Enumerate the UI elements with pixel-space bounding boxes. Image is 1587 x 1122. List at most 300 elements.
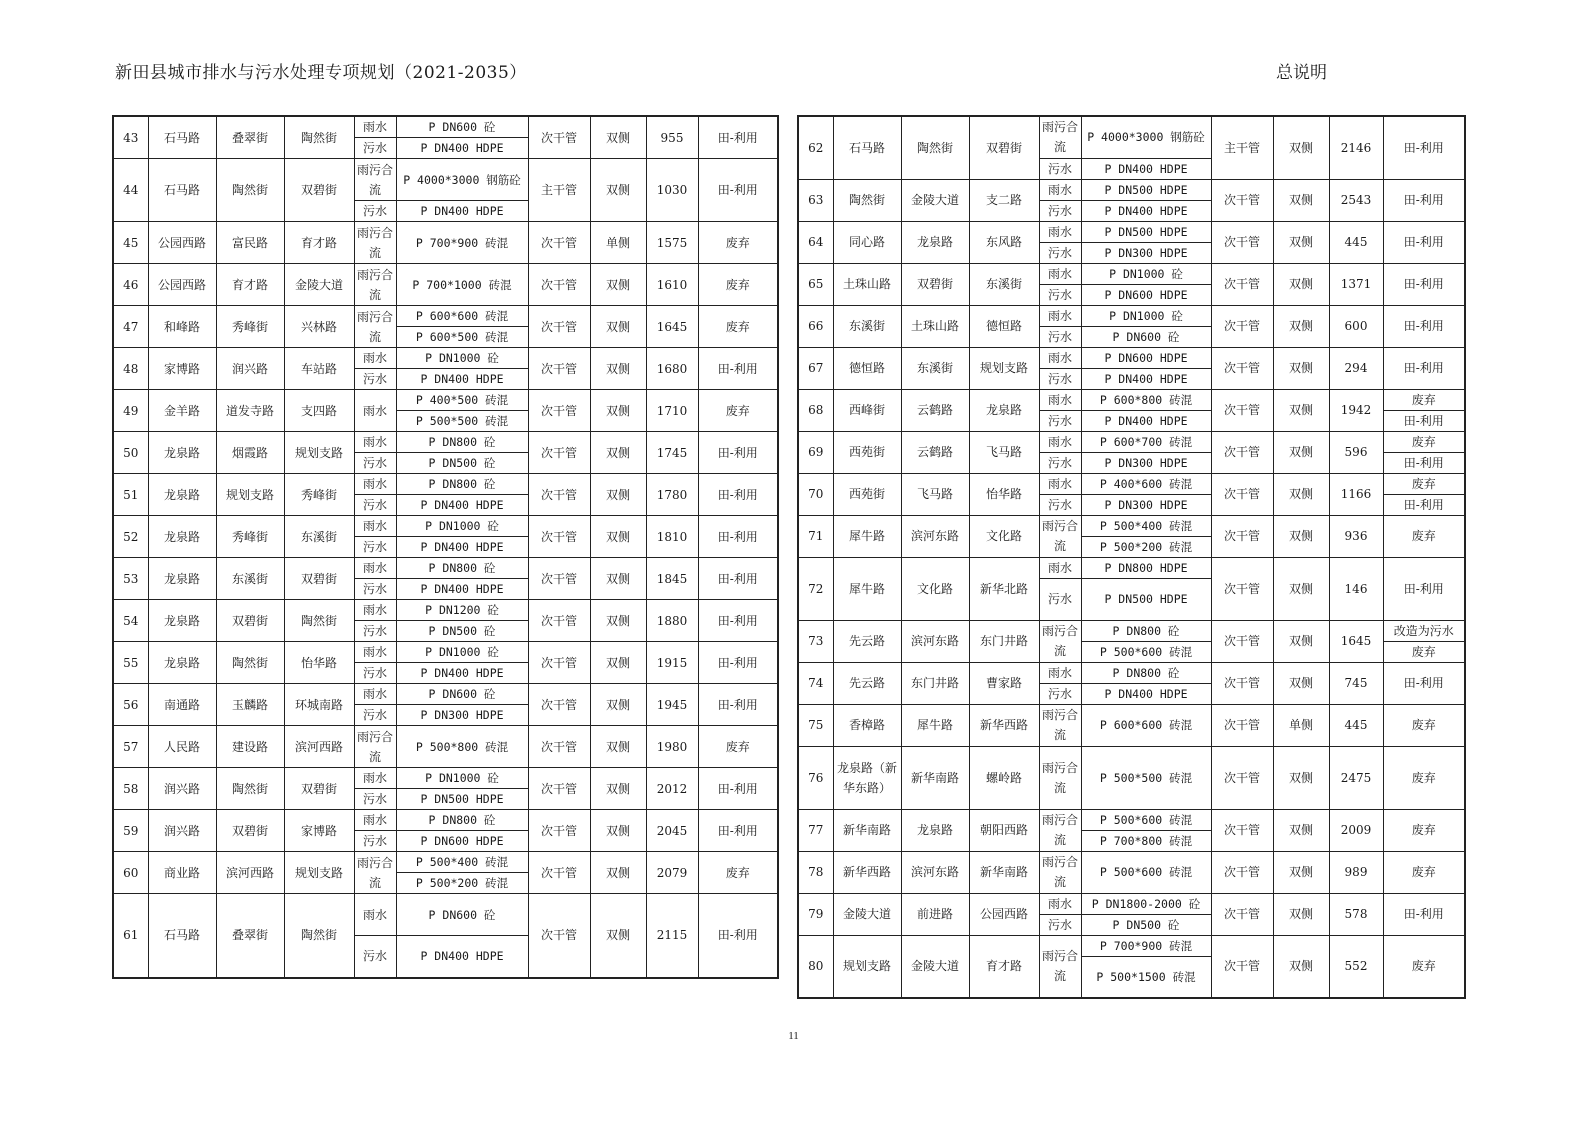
row-number: 73 [798, 620, 833, 662]
row-number: 80 [798, 935, 833, 998]
pipe-grade: 次干管 [528, 894, 590, 978]
pipe-grade: 次干管 [528, 642, 590, 684]
start-point: 金陵大道 [901, 179, 969, 221]
pipe-type: 污水 [1039, 578, 1081, 620]
pipe-length: 1780 [646, 474, 698, 516]
table-row [798, 221, 1465, 242]
layout-side: 双侧 [590, 306, 646, 348]
pipe-grade: 次干管 [1211, 662, 1273, 704]
pipe-spec: P DN400 HDPE [1081, 158, 1211, 179]
end-point: 新华西路 [969, 704, 1039, 746]
layout-side: 双侧 [1273, 620, 1329, 662]
pipe-spec: P 4000*3000 钢筋砼 [1081, 116, 1211, 158]
pipe-spec: P 500*200 砖混 [1081, 536, 1211, 557]
start-point: 陶然街 [216, 159, 284, 222]
layout-side: 双侧 [590, 558, 646, 600]
disposal-status: 田-利用 [1383, 410, 1465, 431]
disposal-status: 废弃 [1383, 641, 1465, 662]
row-number: 55 [113, 642, 148, 684]
disposal-status: 田-利用 [1383, 305, 1465, 347]
pipe-spec: P DN800 砼 [396, 474, 528, 495]
layout-side: 双侧 [1273, 221, 1329, 263]
start-point: 陶然街 [216, 642, 284, 684]
pipe-type: 雨水 [354, 348, 396, 369]
end-point: 龙泉路 [969, 389, 1039, 431]
road-name: 商业路 [148, 852, 216, 894]
pipe-type: 污水 [1039, 368, 1081, 389]
pipe-type: 污水 [354, 936, 396, 978]
row-number: 44 [113, 159, 148, 222]
end-point: 育才路 [284, 222, 354, 264]
start-point: 龙泉路 [901, 221, 969, 263]
pipe-spec: P DN400 HDPE [396, 201, 528, 222]
pipe-length: 955 [646, 116, 698, 159]
pipe-length: 1166 [1329, 473, 1383, 515]
start-point: 前进路 [901, 893, 969, 935]
row-number: 61 [113, 894, 148, 978]
disposal-status: 田-利用 [698, 894, 778, 978]
pipe-type: 污水 [1039, 410, 1081, 431]
end-point: 东溪街 [284, 516, 354, 558]
pipe-type: 污水 [354, 789, 396, 810]
table-row [798, 305, 1465, 326]
layout-side: 双侧 [1273, 179, 1329, 221]
row-number: 70 [798, 473, 833, 515]
table-row [113, 116, 778, 138]
pipe-grade: 次干管 [528, 222, 590, 264]
pipe-type: 雨水 [1039, 473, 1081, 494]
pipe-type: 雨水 [354, 684, 396, 705]
table-row [113, 516, 778, 537]
road-name: 犀牛路 [833, 557, 901, 620]
road-name: 龙泉路 [148, 558, 216, 600]
pipe-length: 1575 [646, 222, 698, 264]
disposal-status: 废弃 [698, 726, 778, 768]
road-name: 龙泉路 [148, 516, 216, 558]
table-row [113, 558, 778, 579]
pipe-spec: P DN1000 砼 [1081, 263, 1211, 284]
start-point: 育才路 [216, 264, 284, 306]
pipe-grade: 次干管 [1211, 809, 1273, 851]
row-number: 48 [113, 348, 148, 390]
pipe-grade: 次干管 [1211, 935, 1273, 998]
road-name: 同心路 [833, 221, 901, 263]
layout-side: 双侧 [1273, 431, 1329, 473]
row-number: 72 [798, 557, 833, 620]
row-number: 45 [113, 222, 148, 264]
pipe-type: 雨污合流 [1039, 515, 1081, 557]
layout-side: 双侧 [1273, 935, 1329, 998]
end-point: 陶然街 [284, 600, 354, 642]
pipe-type: 雨污合流 [354, 222, 396, 264]
road-name: 家博路 [148, 348, 216, 390]
disposal-status: 田-利用 [1383, 347, 1465, 389]
start-point: 文化路 [901, 557, 969, 620]
pipe-type: 雨污合流 [354, 726, 396, 768]
start-point: 土珠山路 [901, 305, 969, 347]
pipe-length: 146 [1329, 557, 1383, 620]
road-name: 德恒路 [833, 347, 901, 389]
pipe-spec: P 500*600 砖混 [1081, 851, 1211, 893]
row-number: 76 [798, 746, 833, 809]
disposal-status: 田-利用 [698, 116, 778, 159]
layout-side: 双侧 [1273, 389, 1329, 431]
pipe-length: 596 [1329, 431, 1383, 473]
end-point: 新华南路 [969, 851, 1039, 893]
disposal-status: 田-利用 [698, 159, 778, 222]
layout-side: 双侧 [590, 684, 646, 726]
pipe-type: 污水 [354, 453, 396, 474]
pipe-length: 294 [1329, 347, 1383, 389]
pipe-grade: 次干管 [528, 810, 590, 852]
end-point: 滨河西路 [284, 726, 354, 768]
pipe-type: 污水 [354, 138, 396, 159]
table-row [113, 348, 778, 369]
pipe-grade: 次干管 [528, 474, 590, 516]
page-number: 11 [788, 1030, 799, 1042]
road-name: 龙泉路 [148, 432, 216, 474]
pipe-grade: 次干管 [528, 726, 590, 768]
pipe-type: 雨水 [1039, 263, 1081, 284]
pipe-type: 污水 [1039, 158, 1081, 179]
pipe-spec: P DN1000 砼 [396, 348, 528, 369]
layout-side: 双侧 [1273, 893, 1329, 935]
disposal-status: 废弃 [698, 222, 778, 264]
disposal-status: 田-利用 [698, 810, 778, 852]
pipe-type: 雨污合流 [1039, 116, 1081, 158]
pipe-type: 雨水 [1039, 662, 1081, 683]
pipe-spec: P 700*1000 砖混 [396, 264, 528, 306]
pipe-spec: P 700*900 砖混 [1081, 935, 1211, 956]
start-point: 秀峰街 [216, 516, 284, 558]
disposal-status: 田-利用 [1383, 557, 1465, 620]
pipe-grade: 次干管 [528, 768, 590, 810]
disposal-status: 田-利用 [1383, 893, 1465, 935]
pipe-grade: 次干管 [1211, 557, 1273, 620]
pipe-length: 1710 [646, 390, 698, 432]
pipe-spec: P 600*500 砖混 [396, 327, 528, 348]
start-point: 滨河东路 [901, 620, 969, 662]
layout-side: 双侧 [590, 852, 646, 894]
road-name: 新华西路 [833, 851, 901, 893]
start-point: 规划支路 [216, 474, 284, 516]
row-number: 74 [798, 662, 833, 704]
end-point: 育才路 [969, 935, 1039, 998]
pipe-spec: P DN600 砼 [396, 684, 528, 705]
pipe-spec: P DN500 HDPE [1081, 221, 1211, 242]
pipe-spec: P 500*800 砖混 [396, 726, 528, 768]
pipe-spec: P 600*600 砖混 [396, 306, 528, 327]
road-name: 南通路 [148, 684, 216, 726]
road-name: 土珠山路 [833, 263, 901, 305]
pipe-spec: P 500*500 砖混 [1081, 746, 1211, 809]
road-name: 新华南路 [833, 809, 901, 851]
pipe-spec: P DN500 HDPE [1081, 179, 1211, 200]
pipe-length: 1942 [1329, 389, 1383, 431]
road-name: 人民路 [148, 726, 216, 768]
start-point: 新华南路 [901, 746, 969, 809]
disposal-status: 废弃 [698, 852, 778, 894]
table-row [113, 264, 778, 285]
table-row [798, 620, 1465, 641]
row-number: 64 [798, 221, 833, 263]
pipe-spec: P DN1000 砼 [1081, 305, 1211, 326]
start-point: 滨河西路 [216, 852, 284, 894]
pipe-spec: P DN600 HDPE [396, 831, 528, 852]
layout-side: 双侧 [590, 600, 646, 642]
disposal-status: 废弃 [1383, 515, 1465, 557]
pipe-spec: P DN500 HDPE [396, 789, 528, 810]
pipe-spec: P DN800 HDPE [1081, 557, 1211, 578]
pipe-type: 污水 [354, 579, 396, 600]
start-point: 叠翠街 [216, 116, 284, 159]
disposal-status: 田-利用 [698, 642, 778, 684]
pipe-length: 2045 [646, 810, 698, 852]
row-number: 79 [798, 893, 833, 935]
road-name: 金陵大道 [833, 893, 901, 935]
table-row [798, 893, 1465, 914]
disposal-status: 废弃 [1383, 473, 1465, 494]
disposal-status: 废弃 [1383, 746, 1465, 809]
disposal-status: 田-利用 [1383, 494, 1465, 515]
disposal-status: 田-利用 [1383, 116, 1465, 179]
start-point: 东门井路 [901, 662, 969, 704]
row-number: 69 [798, 431, 833, 473]
end-point: 兴林路 [284, 306, 354, 348]
end-point: 规划支路 [284, 432, 354, 474]
disposal-status: 田-利用 [1383, 452, 1465, 473]
table-row [798, 809, 1465, 830]
pipe-spec: P DN600 砼 [396, 116, 528, 138]
row-number: 50 [113, 432, 148, 474]
pipe-spec: P DN800 砼 [1081, 620, 1211, 641]
pipe-type: 污水 [354, 831, 396, 852]
pipe-length: 936 [1329, 515, 1383, 557]
pipe-type: 雨水 [354, 432, 396, 453]
pipe-type: 雨污合流 [1039, 935, 1081, 998]
disposal-status: 废弃 [1383, 809, 1465, 851]
pipe-type: 污水 [354, 663, 396, 684]
pipe-length: 2146 [1329, 116, 1383, 179]
pipe-spec: P DN400 HDPE [396, 663, 528, 684]
pipe-spec: P DN400 HDPE [396, 369, 528, 390]
disposal-status: 废弃 [1383, 431, 1465, 452]
road-name: 龙泉路 [148, 642, 216, 684]
pipe-length: 1030 [646, 159, 698, 222]
disposal-status: 改造为污水 [1383, 620, 1465, 641]
disposal-status: 废弃 [1383, 935, 1465, 998]
end-point: 陶然街 [284, 116, 354, 159]
road-name: 犀牛路 [833, 515, 901, 557]
start-point: 金陵大道 [901, 935, 969, 998]
disposal-status: 田-利用 [698, 348, 778, 390]
disposal-status: 废弃 [698, 264, 778, 306]
table-row [798, 431, 1465, 452]
pipe-grade: 次干管 [528, 684, 590, 726]
end-point: 飞马路 [969, 431, 1039, 473]
pipe-spec: P 600*600 砖混 [1081, 704, 1211, 746]
pipe-type: 雨水 [1039, 221, 1081, 242]
disposal-status: 田-利用 [698, 558, 778, 600]
table-row [113, 222, 778, 243]
end-point: 文化路 [969, 515, 1039, 557]
row-number: 65 [798, 263, 833, 305]
table-row [113, 642, 778, 663]
layout-side: 双侧 [590, 116, 646, 159]
pipe-spec: P DN400 HDPE [396, 495, 528, 516]
pipe-type: 雨水 [1039, 347, 1081, 368]
disposal-status: 田-利用 [698, 768, 778, 810]
start-point: 犀牛路 [901, 704, 969, 746]
pipe-type: 雨水 [354, 474, 396, 495]
pipe-spec: P 700*900 砖混 [396, 222, 528, 264]
pipe-spec: P 500*1500 砖混 [1081, 956, 1211, 998]
pipe-length: 1645 [646, 306, 698, 348]
road-name: 西峰街 [833, 389, 901, 431]
pipe-length: 2012 [646, 768, 698, 810]
road-name: 龙泉路 [148, 474, 216, 516]
pipe-type: 雨水 [354, 810, 396, 831]
pipe-grade: 次干管 [528, 600, 590, 642]
pipe-spec: P DN1000 砼 [396, 516, 528, 537]
pipe-type: 雨污合流 [354, 264, 396, 306]
pipe-grade: 次干管 [528, 390, 590, 432]
pipe-grade: 次干管 [1211, 515, 1273, 557]
disposal-status: 废弃 [1383, 389, 1465, 410]
layout-side: 双侧 [590, 432, 646, 474]
table-row [798, 704, 1465, 725]
pipe-length: 2009 [1329, 809, 1383, 851]
pipe-grade: 次干管 [1211, 221, 1273, 263]
end-point: 朝阳西路 [969, 809, 1039, 851]
pipe-table-left [112, 115, 779, 979]
pipe-length: 1945 [646, 684, 698, 726]
road-name: 润兴路 [148, 768, 216, 810]
pipe-length: 1371 [1329, 263, 1383, 305]
pipe-spec: P DN600 砼 [396, 894, 528, 936]
pipe-length: 1880 [646, 600, 698, 642]
road-name: 和峰路 [148, 306, 216, 348]
road-name: 石马路 [148, 894, 216, 978]
row-number: 57 [113, 726, 148, 768]
road-name: 石马路 [148, 116, 216, 159]
pipe-length: 745 [1329, 662, 1383, 704]
table-row [798, 473, 1465, 494]
row-number: 53 [113, 558, 148, 600]
layout-side: 双侧 [1273, 809, 1329, 851]
document-title: 新田县城市排水与污水处理专项规划（2021-2035） [115, 63, 527, 83]
pipe-length: 2475 [1329, 746, 1383, 809]
layout-side: 双侧 [590, 264, 646, 306]
end-point: 怡华路 [284, 642, 354, 684]
table-row [113, 768, 778, 789]
layout-side: 单侧 [1273, 704, 1329, 746]
pipe-spec: P DN500 砼 [396, 453, 528, 474]
pipe-spec: P 500*400 砖混 [1081, 515, 1211, 536]
pipe-type: 雨水 [1039, 431, 1081, 452]
pipe-type: 雨水 [1039, 389, 1081, 410]
pipe-spec: P DN1200 砼 [396, 600, 528, 621]
pipe-spec: P DN400 HDPE [1081, 410, 1211, 431]
pipe-grade: 主干管 [528, 159, 590, 222]
pipe-spec: P 400*600 砖混 [1081, 473, 1211, 494]
layout-side: 双侧 [1273, 557, 1329, 620]
table-row [113, 159, 778, 180]
disposal-status: 田-利用 [698, 684, 778, 726]
pipe-length: 1745 [646, 432, 698, 474]
pipe-type: 污水 [1039, 683, 1081, 704]
layout-side: 双侧 [590, 810, 646, 852]
row-number: 77 [798, 809, 833, 851]
layout-side: 双侧 [590, 159, 646, 222]
road-name: 金羊路 [148, 390, 216, 432]
table-row [113, 726, 778, 747]
pipe-grade: 次干管 [528, 516, 590, 558]
row-number: 51 [113, 474, 148, 516]
disposal-status: 废弃 [698, 306, 778, 348]
pipe-spec: P 600*800 砖混 [1081, 389, 1211, 410]
table-row [113, 432, 778, 453]
disposal-status: 田-利用 [698, 432, 778, 474]
pipe-length: 445 [1329, 221, 1383, 263]
pipe-type: 雨水 [354, 642, 396, 663]
table-row [798, 347, 1465, 368]
pipe-type: 雨水 [354, 116, 396, 138]
end-point: 支四路 [284, 390, 354, 432]
road-name: 陶然街 [833, 179, 901, 221]
start-point: 道发寺路 [216, 390, 284, 432]
start-point: 建设路 [216, 726, 284, 768]
pipe-length: 2079 [646, 852, 698, 894]
pipe-spec: P DN800 砼 [396, 558, 528, 579]
pipe-type: 污水 [1039, 914, 1081, 935]
end-point: 双碧街 [969, 116, 1039, 179]
layout-side: 双侧 [1273, 347, 1329, 389]
end-point: 双碧街 [284, 768, 354, 810]
pipe-length: 989 [1329, 851, 1383, 893]
road-name: 西苑街 [833, 473, 901, 515]
pipe-spec: P DN600 砼 [1081, 326, 1211, 347]
pipe-type: 雨污合流 [354, 852, 396, 894]
layout-side: 双侧 [1273, 473, 1329, 515]
layout-side: 双侧 [590, 726, 646, 768]
pipe-spec: P DN1000 砼 [396, 642, 528, 663]
pipe-type: 雨水 [354, 600, 396, 621]
section-title: 总说明 [1276, 63, 1327, 83]
end-point: 公园西路 [969, 893, 1039, 935]
pipe-spec: P 400*500 砖混 [396, 390, 528, 411]
pipe-spec: P DN400 HDPE [396, 936, 528, 978]
pipe-type: 雨污合流 [1039, 704, 1081, 746]
row-number: 49 [113, 390, 148, 432]
pipe-grade: 次干管 [528, 116, 590, 159]
pipe-spec: P 500*600 砖混 [1081, 641, 1211, 662]
end-point: 环城南路 [284, 684, 354, 726]
start-point: 云鹤路 [901, 431, 969, 473]
pipe-spec: P DN500 砼 [396, 621, 528, 642]
table-row [113, 810, 778, 831]
pipe-type: 雨水 [1039, 305, 1081, 326]
pipe-grade: 次干管 [1211, 704, 1273, 746]
road-name: 石马路 [148, 159, 216, 222]
end-point: 东门井路 [969, 620, 1039, 662]
pipe-type: 污水 [1039, 494, 1081, 515]
pipe-type: 污水 [354, 369, 396, 390]
road-name: 龙泉路 [148, 600, 216, 642]
layout-side: 单侧 [590, 222, 646, 264]
pipe-grade: 次干管 [1211, 179, 1273, 221]
table-row [798, 179, 1465, 200]
